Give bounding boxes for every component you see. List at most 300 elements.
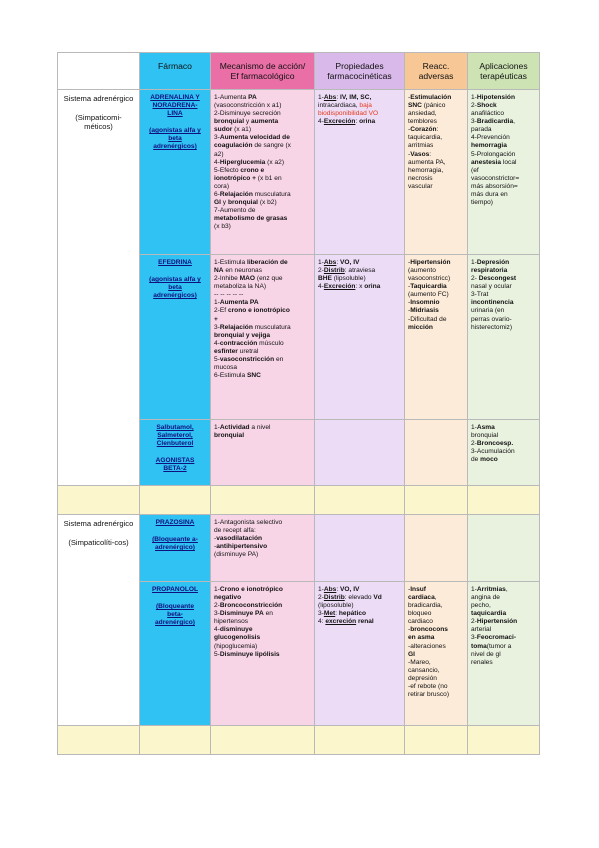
cell-line: [214, 223, 311, 231]
text-segment: Crono e ionotrópico: [219, 586, 283, 594]
text-segment: disminuye: [219, 626, 253, 634]
text-segment: 3-: [214, 323, 220, 331]
text-segment: Descongest: [478, 275, 517, 283]
system-sub-1: (Simpaticomi-méticos): [75, 112, 122, 132]
text-segment: (x b2): [257, 198, 277, 206]
text-segment: -: [408, 283, 411, 291]
cell-line: [471, 440, 536, 448]
text-segment: 4-: [214, 158, 220, 166]
text-segment: biodisponibilidad VO: [318, 110, 379, 118]
cell-line: [471, 191, 536, 199]
cell-line: [471, 142, 536, 150]
text-segment: 1-: [214, 424, 220, 432]
drug-name-line: (agonistas alfa y: [149, 127, 201, 135]
cell-line: [408, 299, 464, 307]
separator-cell: [405, 486, 468, 515]
text-segment: (tumor a: [486, 642, 512, 650]
text-segment: Broncoesp.: [476, 440, 514, 448]
cell-line: [214, 643, 311, 651]
text-segment: (lipsoluble): [331, 275, 366, 283]
cell-line: [471, 94, 536, 102]
text-segment: más dura en: [471, 190, 508, 198]
cell-line: [214, 356, 311, 364]
cell-line: [214, 364, 311, 372]
text-segment: Aumenta PA: [219, 299, 259, 307]
cell-line: [408, 283, 464, 291]
text-segment: histerectomiz): [471, 323, 513, 331]
applications-cell: [468, 582, 540, 726]
text-segment: (pánico: [421, 102, 446, 110]
cell-line: [214, 191, 311, 199]
text-segment: respiratoria: [471, 267, 508, 275]
cell-line: [408, 102, 464, 110]
text-segment: baja: [359, 102, 372, 110]
cell-line: [408, 618, 464, 626]
text-segment: de: [471, 456, 481, 464]
cell-line: [214, 634, 311, 642]
text-segment: 2-: [471, 440, 477, 448]
text-segment: Distrib: [323, 594, 345, 602]
text-segment: 1-: [471, 424, 477, 432]
text-segment: -: [408, 94, 411, 102]
adverse-cell: [405, 515, 468, 582]
drug-name-line: adrenérgico): [155, 544, 195, 552]
drug-name-line: EFEDRINA: [158, 259, 192, 267]
cell-line: [408, 634, 464, 642]
text-segment: 6-: [214, 190, 220, 198]
text-segment: Relajación: [219, 323, 253, 331]
text-segment: :: [429, 150, 432, 158]
text-segment: :: [355, 118, 360, 126]
cell-line: [471, 424, 536, 432]
cell-line: [214, 299, 311, 307]
text-segment: (vasoconstricción x a1): [214, 102, 282, 110]
text-segment: 4:: [318, 618, 326, 626]
cell-line: [471, 126, 536, 134]
cell-line: [408, 594, 464, 602]
cell-line: [214, 142, 311, 150]
cell-line: [214, 118, 311, 126]
spacer: [143, 118, 207, 127]
text-segment: (x b3): [214, 222, 231, 230]
text-segment: 1-: [318, 94, 324, 102]
text-segment: aumenta: [251, 118, 279, 126]
text-segment: orina: [364, 283, 381, 291]
text-segment: liberación de: [246, 259, 288, 267]
cell-line: [408, 659, 464, 667]
adverse-cell: [405, 90, 468, 255]
text-segment: contracción: [219, 339, 258, 347]
text-segment: Actividad: [219, 424, 250, 432]
header-system: [58, 53, 140, 90]
text-segment: +: [214, 315, 218, 323]
text-segment: Depresión: [476, 259, 510, 267]
cell-line: [471, 659, 536, 667]
cell-line: [408, 134, 464, 142]
cell-line: [408, 602, 464, 610]
text-segment: perras ovario-: [471, 315, 512, 323]
drug-name-line: beta: [168, 284, 182, 292]
text-segment: cardiaco: [408, 618, 433, 626]
text-segment: 1-Aumenta: [214, 94, 249, 102]
text-segment: 1-Estimula: [214, 259, 247, 267]
text-segment: musculatura: [252, 190, 291, 198]
drug-name-line: (Bloqueante: [155, 603, 195, 611]
text-segment: (aumento: [408, 267, 436, 275]
text-segment: Shock: [476, 102, 497, 110]
cell-line: [214, 283, 311, 291]
text-segment: vascular: [408, 182, 433, 190]
cell-line: [471, 307, 536, 315]
cell-line: [214, 126, 311, 134]
text-segment: 2-Inhibe: [214, 275, 240, 283]
adverse-cell: [405, 582, 468, 726]
drug-cell: [140, 255, 211, 420]
cell-line: [408, 691, 464, 699]
cell-line: [318, 102, 401, 110]
cell-line: [408, 94, 464, 102]
text-segment: más absorsión=: [471, 182, 518, 190]
text-segment: renales: [471, 658, 493, 666]
text-segment: bronquial: [214, 118, 245, 126]
cell-line: [471, 167, 536, 175]
cell-line: [471, 618, 536, 626]
adverse-cell: [405, 420, 468, 486]
text-segment: 3-: [214, 610, 220, 618]
text-segment: SNC: [408, 102, 422, 110]
cell-line: [408, 275, 464, 283]
text-segment: Vd: [373, 594, 382, 602]
cell-line: [214, 183, 311, 191]
text-segment: -- -- -- -- --: [214, 291, 244, 299]
cell-line: [318, 110, 401, 118]
row-prazosina: [58, 515, 540, 582]
cell-line: [214, 307, 311, 315]
text-segment: hemorragia: [471, 142, 507, 150]
system-sub-2: (Simpaticolíti-cos): [68, 537, 129, 547]
cell-line: [408, 651, 464, 659]
text-segment: BHE: [318, 275, 332, 283]
cell-line: [318, 275, 401, 283]
text-segment: SNC: [246, 371, 261, 379]
drug-name-line: Salbutamol,: [156, 424, 194, 432]
drug-name-line: (agonistas alfa y: [149, 276, 201, 284]
cell-line: [408, 683, 464, 691]
cell-line: [408, 183, 464, 191]
text-segment: 2-Ef: [214, 307, 228, 315]
system-cell-2: [58, 515, 140, 726]
text-segment: bronquial: [214, 432, 245, 440]
text-segment: toma: [471, 642, 487, 650]
cell-line: [214, 594, 311, 602]
cell-line: [318, 610, 401, 618]
cell-line: [214, 372, 311, 380]
cell-line: [318, 118, 401, 126]
text-segment: Hipotensión: [476, 94, 515, 102]
text-segment: -alteraciones: [408, 642, 446, 650]
text-segment: musculatura: [252, 323, 291, 331]
text-segment: 6-Estimula: [214, 371, 247, 379]
drug-name-line: LINA: [167, 110, 183, 118]
separator-row: [58, 726, 540, 755]
text-segment: incontinencia: [471, 299, 514, 307]
drug-name-line: ADRENALINA Y: [150, 94, 200, 102]
text-segment: 3-Acumulación: [471, 448, 515, 456]
text-segment: urinaria (en: [471, 307, 505, 315]
properties-cell: [315, 255, 405, 420]
separator-cell: [405, 726, 468, 755]
text-segment: : x: [355, 283, 365, 291]
text-segment: ansiedad,: [408, 110, 437, 118]
text-segment: excreción: [325, 618, 357, 626]
cell-line: [318, 586, 401, 594]
text-segment: NA: [214, 267, 224, 275]
text-segment: 1-: [318, 259, 324, 267]
cell-line: [471, 175, 536, 183]
text-segment: Asma: [476, 424, 495, 432]
text-segment: Disminuye: [219, 110, 251, 118]
separator-cell: [468, 486, 540, 515]
text-segment: Midriasis: [410, 307, 439, 315]
text-segment: 2-: [471, 618, 477, 626]
cell-line: [408, 159, 464, 167]
cell-line: [408, 259, 464, 267]
mechanism-cell: [211, 420, 315, 486]
cell-line: [214, 199, 311, 207]
applications-cell: [468, 255, 540, 420]
text-segment: 2-: [471, 275, 479, 283]
drug-name-line: PRAZOSINA: [155, 519, 195, 527]
cell-line: [318, 259, 401, 267]
drug-name-line: beta-: [167, 611, 183, 619]
text-segment: :: [336, 586, 341, 594]
text-segment: 1-: [471, 586, 477, 594]
applications-cell: [468, 90, 540, 255]
system-name-2: Sistema adrenérgico: [63, 519, 134, 529]
text-segment: de recept alfa:: [214, 527, 256, 535]
cell-line: [408, 110, 464, 118]
cell-line: [214, 175, 311, 183]
adverse-cell: [405, 255, 468, 420]
mechanism-cell: [211, 90, 315, 255]
text-segment: Disminuye lipólisis: [219, 650, 280, 658]
text-segment: vasodilatación: [216, 535, 263, 543]
text-segment: Abs: [323, 586, 337, 594]
drug-name-line: adrenérgicos): [153, 292, 197, 300]
text-segment: 5-Efecto: [214, 166, 241, 174]
separator-cell: [140, 486, 211, 515]
text-segment: arterial: [471, 626, 492, 634]
cell-line: [408, 151, 464, 159]
text-segment: esfínter: [214, 347, 238, 355]
text-segment: crono e: [240, 166, 265, 174]
drug-name-line: adrenérgico): [155, 619, 195, 627]
text-segment: Insomnio: [410, 299, 440, 307]
cell-line: [318, 94, 401, 102]
text-segment: músculo: [257, 339, 284, 347]
header-mechanism: Mecanismo de acción/ Ef farmacológico: [211, 53, 315, 90]
text-segment: 3-: [471, 118, 477, 126]
text-segment: intracardiaca: [318, 102, 356, 110]
cell-line: [214, 602, 311, 610]
text-segment: -: [408, 626, 411, 634]
text-segment: ,: [505, 586, 508, 594]
text-segment: secreción: [250, 110, 281, 118]
cell-line: [214, 291, 311, 299]
text-segment: de sangre (x: [252, 142, 291, 150]
cell-line: [318, 267, 401, 275]
properties-cell: [315, 90, 405, 255]
text-segment: (liposoluble): [318, 602, 354, 610]
text-segment: 2-: [214, 110, 220, 118]
text-segment: aumenta PA,: [408, 158, 446, 166]
cell-line: [471, 183, 536, 191]
cell-line: [214, 259, 311, 267]
cell-line: [471, 134, 536, 142]
text-segment: 4-Prevención: [471, 134, 510, 142]
text-segment: GI: [214, 198, 221, 206]
drug-name-line: BETA-2: [163, 465, 187, 473]
drug-cell: [140, 420, 211, 486]
cell-line: [408, 307, 464, 315]
text-segment: metaboliza la NA): [214, 283, 267, 291]
properties-cell: [315, 420, 405, 486]
text-segment: : elevado: [344, 594, 374, 602]
cell-line: [408, 267, 464, 275]
text-segment: vasoconstricción: [219, 355, 275, 363]
text-segment: 4-: [318, 283, 324, 291]
text-segment: 1-: [471, 259, 477, 267]
drug-name-line: Clenbuterol: [156, 440, 194, 448]
text-segment: 3-: [214, 134, 220, 142]
text-segment: -: [408, 126, 411, 134]
cell-line: [318, 602, 401, 610]
text-segment: 1-: [471, 94, 477, 102]
text-segment: (hipoglucemia): [214, 642, 258, 650]
text-segment: 1-: [214, 299, 220, 307]
cell-line: [471, 594, 536, 602]
cell-line: [408, 586, 464, 594]
cell-line: [471, 316, 536, 324]
cell-line: [471, 299, 536, 307]
text-segment: hipertensos: [214, 618, 249, 626]
cell-line: [408, 316, 464, 324]
mechanism-cell: [211, 582, 315, 726]
text-segment: Hipertensión: [410, 259, 451, 267]
cell-line: [214, 424, 311, 432]
text-segment: 2-: [318, 594, 324, 602]
text-segment: en: [274, 355, 284, 363]
text-segment: moco: [480, 456, 498, 464]
spacer: [143, 448, 207, 457]
text-segment: mucosa: [214, 363, 238, 371]
cell-line: [471, 448, 536, 456]
cell-line: [471, 634, 536, 642]
drug-name-line: beta: [168, 135, 182, 143]
text-segment: -Dificultad de: [408, 315, 447, 323]
text-segment: bradicardia,: [408, 602, 443, 610]
cell-line: [471, 267, 536, 275]
text-segment: en: [263, 610, 273, 618]
drug-name-line: (Bloqueante a-: [152, 536, 198, 544]
text-segment: 3-: [318, 610, 324, 618]
text-segment: cansancio,: [408, 666, 440, 674]
cell-line: [408, 626, 464, 634]
text-segment: Estimulación: [410, 94, 452, 102]
text-segment: taquicardia: [471, 610, 507, 618]
text-segment: -ef rebote (no: [408, 682, 448, 690]
cell-line: [471, 118, 536, 126]
text-segment: temblores: [408, 118, 437, 126]
cell-line: [214, 332, 311, 340]
text-segment: -: [408, 299, 411, 307]
text-segment: vasoconstricc): [408, 275, 451, 283]
cell-line: [214, 340, 311, 348]
cell-line: [214, 110, 311, 118]
text-segment: depresión: [408, 674, 437, 682]
text-segment: anafiláctico: [471, 110, 504, 118]
text-segment: (disminuye PA): [214, 551, 259, 559]
text-segment: bronquial: [471, 432, 499, 440]
text-segment: local: [501, 158, 517, 166]
text-segment: hemorragia,: [408, 166, 444, 174]
cell-line: [214, 432, 311, 440]
text-segment: bronquial: [227, 198, 258, 206]
cell-line: [471, 259, 536, 267]
text-segment: Hiperglucemia: [219, 158, 266, 166]
header-row: [58, 53, 540, 90]
cell-line: [214, 586, 311, 594]
text-segment: Met: [323, 610, 336, 618]
text-segment: coagulación: [214, 142, 253, 150]
cell-line: [408, 667, 464, 675]
text-segment: bronquial y vejiga: [214, 331, 271, 339]
text-segment: pecho,: [471, 602, 491, 610]
cell-line: [471, 102, 536, 110]
text-segment: VO, IV: [340, 586, 360, 594]
cell-line: [408, 675, 464, 683]
text-segment: MAO: [239, 275, 256, 283]
text-segment: nasal y ocular: [471, 283, 512, 291]
text-segment: Distrib: [323, 267, 345, 275]
cell-line: [214, 519, 311, 527]
cell-line: [214, 618, 311, 626]
text-segment: angina de: [471, 594, 500, 602]
cell-line: [214, 543, 311, 551]
text-segment: GI: [408, 650, 415, 658]
text-segment: negativo: [214, 594, 242, 602]
cell-line: [214, 159, 311, 167]
cell-line: [214, 316, 311, 324]
system-cell-1: [58, 90, 140, 486]
cell-line: [408, 167, 464, 175]
text-segment: 1-: [318, 586, 324, 594]
text-segment: bloqueo: [408, 610, 432, 618]
text-segment: tiempo): [471, 198, 493, 206]
cell-line: [214, 151, 311, 159]
text-segment: ,: [434, 594, 437, 602]
text-segment: anestesia: [471, 158, 502, 166]
cell-line: [214, 207, 311, 215]
header-applications: Aplicaciones terapéuticas: [468, 53, 540, 90]
text-segment: sudor: [214, 126, 233, 134]
text-segment: cardiaca: [408, 594, 435, 602]
text-segment: 7-Aumento de: [214, 206, 256, 214]
spacer: [143, 527, 207, 536]
text-segment: cora): [214, 182, 230, 190]
cell-line: [214, 610, 311, 618]
text-segment: -: [214, 535, 217, 543]
